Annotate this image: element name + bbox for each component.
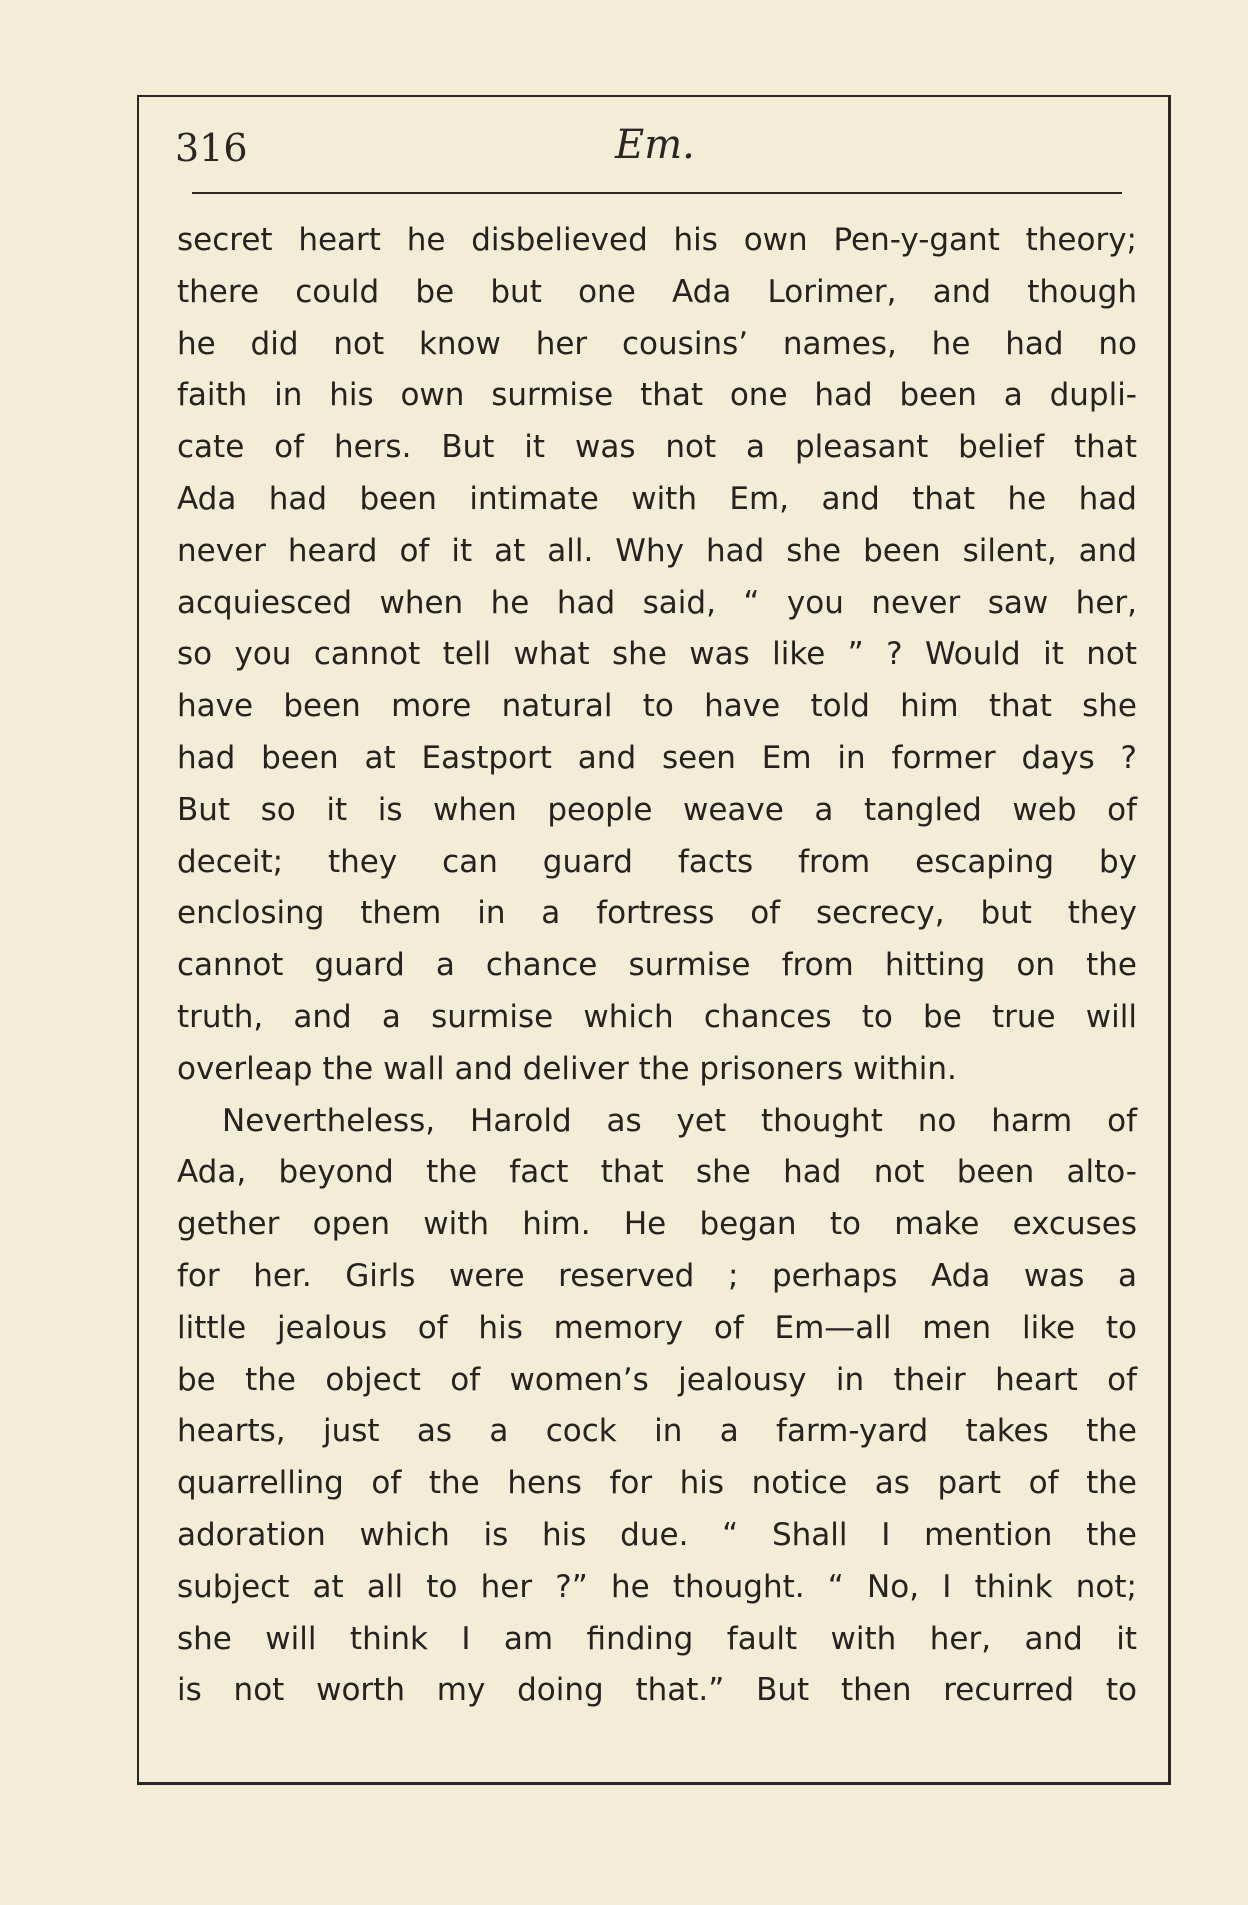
text-line: hearts, just as a cock in a farm-yard takes the xyxy=(177,1413,1137,1450)
text-line: be the object of women’s jealousy in their heart of xyxy=(177,1361,1137,1398)
paragraph-end-line: overleap the wall and deliver the prisoners within. xyxy=(177,1050,957,1087)
text-line: never heard of it at all. Why had she been silent, and xyxy=(177,532,1137,569)
text-line: deceit; they can guard facts from escaping by xyxy=(177,843,1137,880)
page-header xyxy=(175,122,1135,182)
text-line: for her. Girls were reserved ; perhaps Ada was a xyxy=(177,1257,1137,1294)
text-line: cannot guard a chance surmise from hitting on the xyxy=(177,947,1137,984)
text-line: so you cannot tell what she was like ” ? Would it not xyxy=(177,636,1137,673)
text-line: she will think I am finding fault with her, and it xyxy=(177,1620,1137,1657)
text-line: have been more natural to have told him that she xyxy=(177,688,1137,725)
paragraph-start-line: Nevertheless, Harold as yet thought no harm of xyxy=(222,1102,1137,1139)
text-line: little jealous of his memory of Em—all men like to xyxy=(177,1309,1137,1346)
page-number: 316 xyxy=(175,126,248,170)
text-line: he did not know her cousins’ names, he had no xyxy=(177,325,1137,362)
text-line: enclosing them in a fortress of secrecy, but they xyxy=(177,895,1137,932)
text-line: Ada, beyond the fact that she had not been alto- xyxy=(177,1154,1137,1191)
text-line: cate of hers. But it was not a pleasant belief that xyxy=(177,429,1137,466)
text-line: quarrelling of the hens for his notice as part of the xyxy=(177,1465,1137,1502)
text-line: faith in his own surmise that one had been a dupli- xyxy=(177,377,1137,414)
text-line: But so it is when people weave a tangled web of xyxy=(177,791,1137,828)
text-line: Ada had been intimate with Em, and that he had xyxy=(177,480,1137,517)
running-title: Em. xyxy=(615,122,695,168)
text-line: had been at Eastport and seen Em in former days ? xyxy=(177,739,1137,776)
text-line: truth, and a surmise which chances to be true will xyxy=(177,998,1137,1035)
text-line: adoration which is his due. “ Shall I mention the xyxy=(177,1516,1137,1553)
text-line: there could be but one Ada Lorimer, and though xyxy=(177,273,1137,310)
text-line: subject at all to her ?” he thought. “ No, I think not; xyxy=(177,1568,1137,1605)
text-line: is not worth my doing that.” But then recurred to xyxy=(177,1672,1137,1709)
text-line: gether open with him. He began to make excuses xyxy=(177,1206,1137,1243)
text-line: acquiesced when he had said, “ you never saw her, xyxy=(177,584,1137,621)
body-text xyxy=(177,215,1137,1717)
text-line: secret heart he disbelieved his own Pen-y-gant theory; xyxy=(177,222,1137,258)
header-rule xyxy=(192,192,1122,194)
